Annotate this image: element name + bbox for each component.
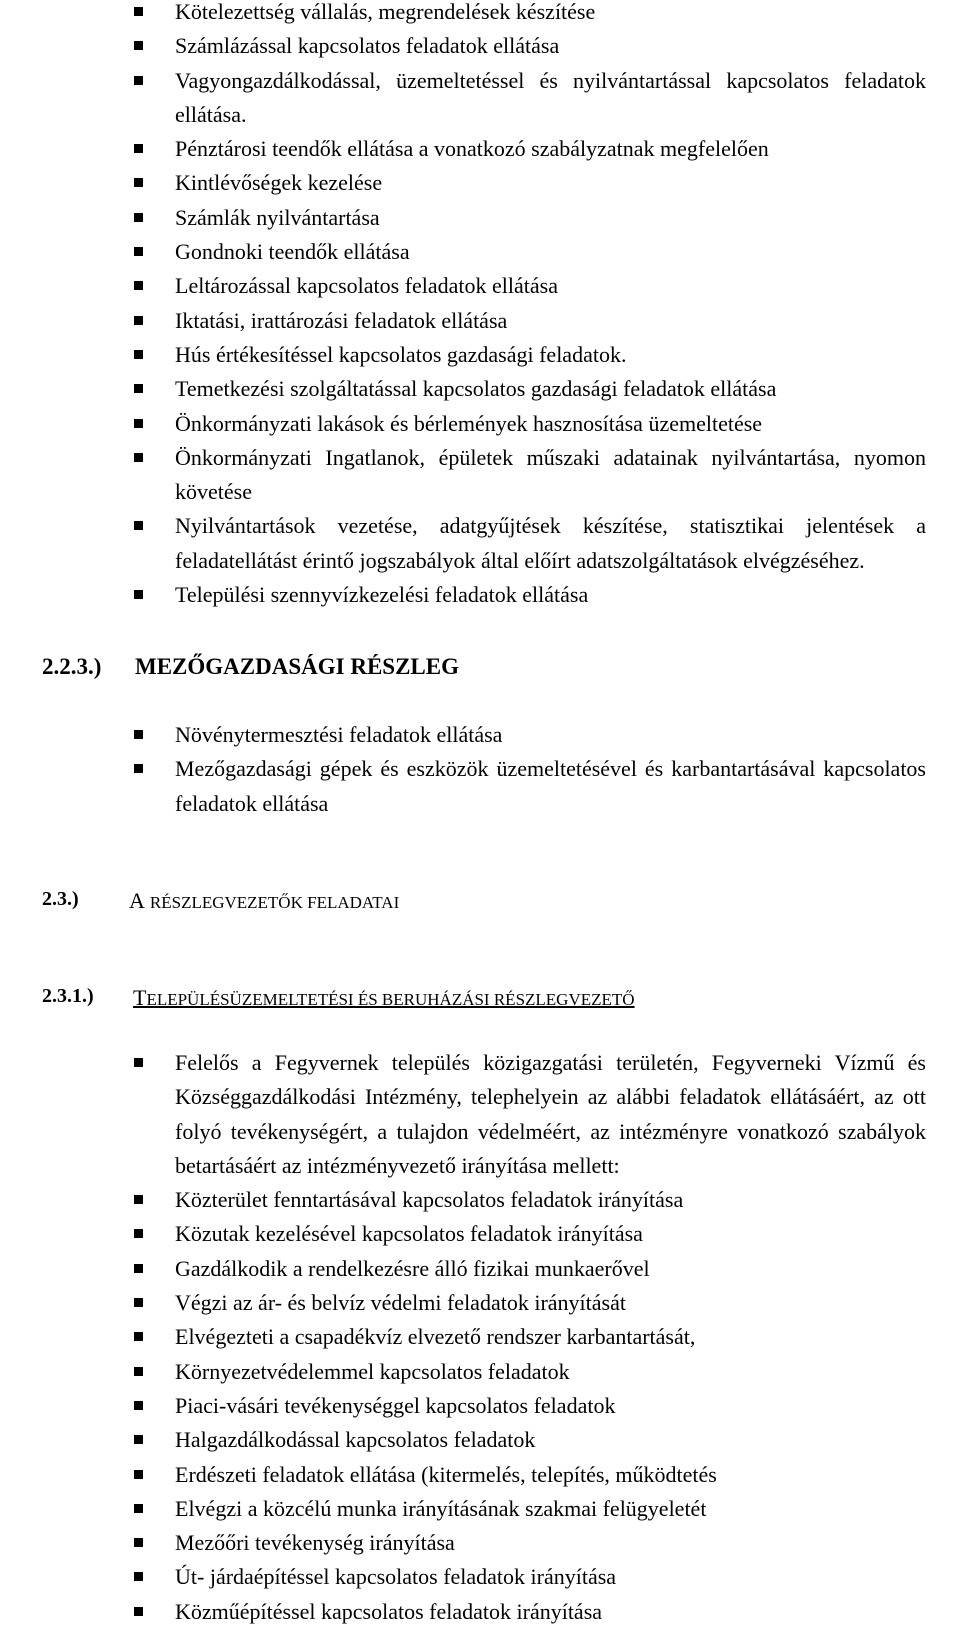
list-item-text: Leltározással kapcsolatos feladatok ellátása — [175, 273, 558, 299]
list-item-text: Közműépítéssel kapcsolatos feladatok irányítása — [175, 1598, 603, 1624]
list-item-text: Önkormányzati Ingatlanok, épületek műszaki adatainak nyilvántartása, nyomon követése — [175, 444, 926, 505]
list-item — [0, 64, 960, 133]
list-item — [0, 304, 960, 338]
list-item — [0, 441, 960, 510]
list-item — [0, 1389, 960, 1423]
bullet-square-icon — [134, 1538, 143, 1547]
bullet-square-icon — [134, 1572, 143, 1581]
bullet-square-icon — [134, 281, 143, 290]
bullet-square-icon — [134, 1264, 143, 1273]
task-list-gazdasagi — [0, 0, 960, 612]
list-item — [0, 1458, 960, 1492]
list-item — [0, 201, 960, 235]
section-number: 2.3.1.) — [42, 985, 94, 1007]
bullet-square-icon — [134, 1332, 143, 1341]
list-item — [0, 132, 960, 166]
list-item-text: Kötelezettség vállalás, megrendelések készítése — [175, 0, 596, 24]
list-item-text: Környezetvédelemmel kapcsolatos feladatok — [175, 1358, 570, 1384]
bullet-square-icon — [134, 1195, 143, 1204]
bullet-square-icon — [134, 7, 143, 16]
list-item-text: Nyilvántartások vezetése, adatgyűjtések készítése, statisztikai jelentések a feladatellátást érintő jogszabályok által előírt adatszolgáltatások elvégzéséhez. — [175, 513, 926, 573]
section-title: MEZŐGAZDASÁGI RÉSZLEG — [135, 654, 459, 679]
list-item — [0, 235, 960, 269]
list-item-text: Piaci-vásári tevékenységgel kapcsolatos feladatok — [175, 1392, 616, 1418]
list-item — [0, 1355, 960, 1389]
list-item — [0, 1217, 960, 1251]
list-item — [0, 1560, 960, 1594]
list-item — [0, 1595, 960, 1629]
list-item-text: Temetkezési szolgáltatással kapcsolatos gazdasági feladatok ellátása — [175, 376, 777, 402]
list-item-text: Végzi az ár- és belvíz védelmi feladatok irányítását — [175, 1290, 626, 1316]
list-item-text: Önkormányzati lakások és bérlemények hasznosítása üzemeltetése — [175, 410, 763, 436]
section-heading-2-2-3 — [42, 654, 459, 680]
list-item-text: Települési szennyvízkezelési feladatok ellátása — [175, 582, 589, 608]
bullet-square-icon — [134, 144, 143, 153]
list-item-text: Számlák nyilvántartása — [175, 204, 380, 230]
bullet-square-icon — [134, 1607, 143, 1616]
section-title: TELEPÜLÉSÜZEMELTETÉSI ÉS BERUHÁZÁSI RÉSZLEGVEZETŐ — [133, 985, 635, 1010]
list-item — [0, 1492, 960, 1526]
bullet-square-icon — [134, 316, 143, 325]
list-item — [0, 1183, 960, 1217]
bullet-square-icon — [134, 350, 143, 359]
bullet-square-icon — [134, 213, 143, 222]
list-item-text: Gondnoki teendők ellátása — [175, 239, 410, 265]
section-title: A RÉSZLEGVEZETŐK FELADATAI — [129, 888, 400, 913]
section-number: 2.3.) — [42, 888, 79, 910]
list-item-text: Erdészeti feladatok ellátása (kitermelés, telepítés, működtetés — [175, 1461, 717, 1487]
bullet-square-icon — [134, 590, 143, 599]
bullet-square-icon — [134, 764, 143, 773]
section-heading-2-3-1 — [42, 985, 635, 1010]
bullet-square-icon — [134, 419, 143, 428]
task-list-reszlegvezeto — [0, 1046, 960, 1629]
list-item-text: Hús értékesítéssel kapcsolatos gazdasági feladatok. — [175, 341, 627, 367]
list-item-text: Iktatási, irattározási feladatok ellátása — [175, 307, 508, 333]
section-heading-2-3 — [42, 888, 400, 913]
bullet-square-icon — [134, 76, 143, 85]
list-item — [0, 578, 960, 612]
bullet-square-icon — [134, 41, 143, 50]
bullet-square-icon — [134, 1401, 143, 1410]
list-item-text: Halgazdálkodással kapcsolatos feladatok — [175, 1427, 536, 1453]
list-item-text: Mezőőri tevékenység irányítása — [175, 1530, 455, 1556]
bullet-square-icon — [134, 1367, 143, 1376]
list-item — [0, 1046, 960, 1183]
list-item-text: Út- járdaépítéssel kapcsolatos feladatok irányítása — [175, 1564, 617, 1590]
bullet-square-icon — [134, 1504, 143, 1513]
bullet-square-icon — [134, 453, 143, 462]
list-item-text: Pénztárosi teendők ellátása a vonatkozó szabályzatnak megfelelően — [175, 136, 769, 162]
bullet-square-icon — [134, 1229, 143, 1238]
list-item-text: Közutak kezelésével kapcsolatos feladatok irányítása — [175, 1221, 643, 1247]
task-list-mezogazdasagi — [0, 718, 960, 821]
bullet-square-icon — [134, 521, 143, 530]
list-item — [0, 407, 960, 441]
list-item — [0, 1423, 960, 1457]
list-item — [0, 1320, 960, 1354]
bullet-square-icon — [134, 1058, 143, 1067]
bullet-square-icon — [134, 1470, 143, 1479]
list-item-text: Felelős a Fegyvernek település közigazgatási területén, Fegyverneki Vízmű és Községgazdálkodási Intézmény, telephelyein az alábbi feladatok ellátásáért, az ott folyó tevékenységért, a tulajdon védelméért, az intézményre vonatkozó szabályok betartásáért az intézményvezető irányítása mellett: — [175, 1050, 926, 1178]
list-item — [0, 1286, 960, 1320]
list-item — [0, 338, 960, 372]
bullet-square-icon — [134, 1435, 143, 1444]
bullet-square-icon — [134, 384, 143, 393]
list-item — [0, 372, 960, 406]
bullet-square-icon — [134, 730, 143, 739]
bullet-square-icon — [134, 178, 143, 187]
list-item — [0, 1252, 960, 1286]
list-item — [0, 29, 960, 63]
list-item-text: Gazdálkodik a rendelkezésre álló fizikai munkaerővel — [175, 1255, 650, 1281]
list-item — [0, 269, 960, 303]
bullet-square-icon — [134, 247, 143, 256]
list-item — [0, 509, 960, 578]
list-item — [0, 752, 960, 821]
list-item — [0, 0, 960, 29]
list-item-text: Elvégezteti a csapadékvíz elvezető rendszer karbantartását, — [175, 1324, 696, 1350]
section-number: 2.2.3.) — [42, 654, 102, 679]
list-item — [0, 166, 960, 200]
bullet-square-icon — [134, 1298, 143, 1307]
list-item-text: Elvégzi a közcélú munka irányításának szakmai felügyeletét — [175, 1495, 707, 1521]
list-item-text: Közterület fenntartásával kapcsolatos feladatok irányítása — [175, 1187, 684, 1213]
list-item-text: Növénytermesztési feladatok ellátása — [175, 722, 503, 747]
list-item — [0, 1526, 960, 1560]
list-item-text: Mezőgazdasági gépek és eszközök üzemeltetésével és karbantartásával kapcsolatos feladatok ellátása — [175, 756, 926, 816]
list-item-text: Számlázással kapcsolatos feladatok ellátása — [175, 33, 560, 59]
list-item-text: Kintlévőségek kezelése — [175, 170, 383, 196]
list-item-text: Vagyongazdálkodással, üzemeltetéssel és nyilvántartással kapcsolatos feladatok ellátása. — [175, 67, 926, 127]
list-item — [0, 718, 960, 752]
